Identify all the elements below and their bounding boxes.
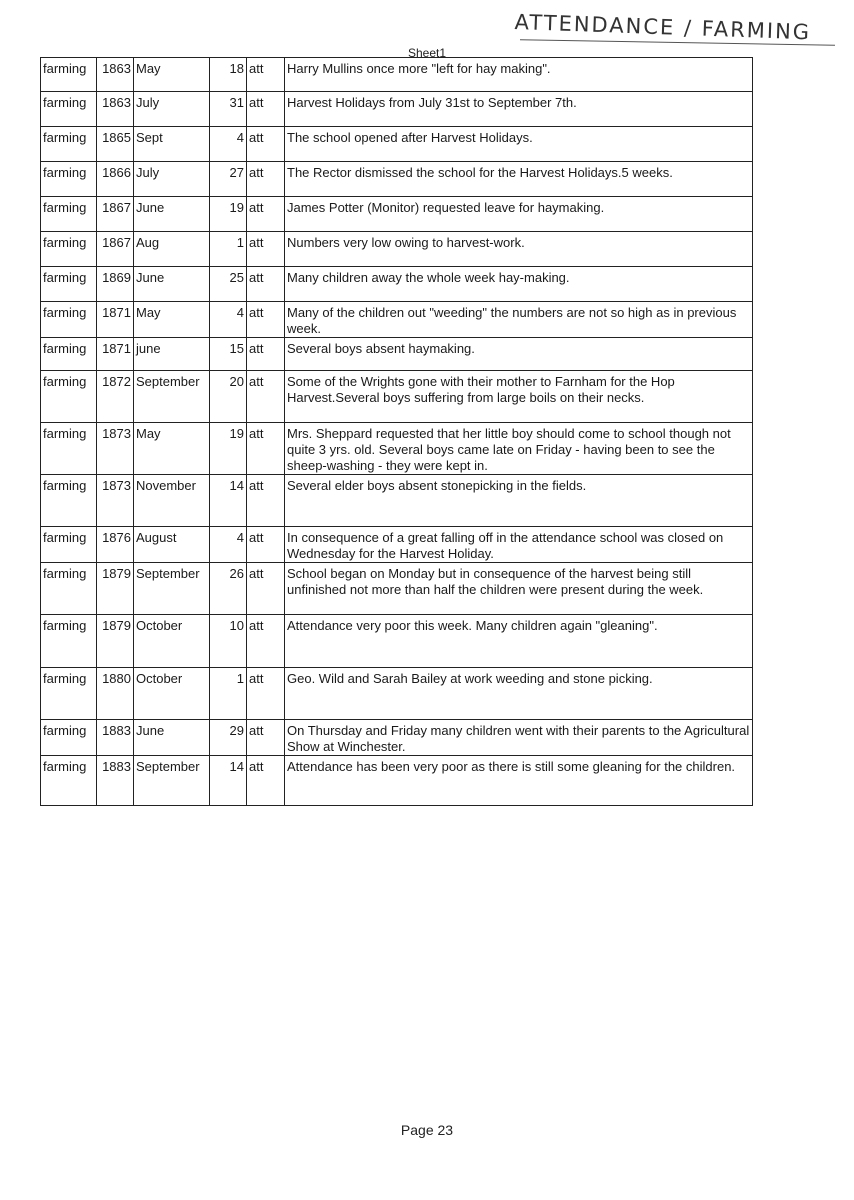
table-row xyxy=(41,338,753,371)
entry-note: Attendance very poor this week. Many children again "gleaning". xyxy=(285,615,753,668)
entry-note: Many children away the whole week hay-making. xyxy=(285,267,753,302)
entry-month: June xyxy=(134,267,210,302)
table-row xyxy=(41,232,753,267)
entry-year: 1872 xyxy=(97,371,134,423)
entry-month: June xyxy=(134,197,210,232)
entry-year: 1880 xyxy=(97,668,134,720)
entry-category: farming xyxy=(41,58,97,92)
entry-day: 20 xyxy=(210,371,247,423)
table-row xyxy=(41,720,753,756)
entry-day: 27 xyxy=(210,162,247,197)
entry-type: att xyxy=(247,58,285,92)
entry-type: att xyxy=(247,162,285,197)
entry-month: September xyxy=(134,756,210,806)
page-number: Page 23 xyxy=(400,1122,454,1138)
entry-year: 1865 xyxy=(97,127,134,162)
entry-day: 26 xyxy=(210,563,247,615)
entry-type: att xyxy=(247,302,285,338)
entry-category: farming xyxy=(41,371,97,423)
entry-year: 1863 xyxy=(97,92,134,127)
entry-category: farming xyxy=(41,423,97,475)
entry-type: att xyxy=(247,267,285,302)
table-row xyxy=(41,127,753,162)
entry-day: 4 xyxy=(210,527,247,563)
entry-month: October xyxy=(134,668,210,720)
entry-year: 1883 xyxy=(97,720,134,756)
table-row xyxy=(41,267,753,302)
entry-year: 1873 xyxy=(97,423,134,475)
entry-month: September xyxy=(134,563,210,615)
entry-day: 25 xyxy=(210,267,247,302)
entry-year: 1879 xyxy=(97,563,134,615)
entry-category: farming xyxy=(41,527,97,563)
entry-year: 1871 xyxy=(97,302,134,338)
entry-month: june xyxy=(134,338,210,371)
entry-type: att xyxy=(247,615,285,668)
entry-category: farming xyxy=(41,756,97,806)
sheet-title: Sheet1 xyxy=(408,46,447,60)
entry-day: 29 xyxy=(210,720,247,756)
entry-year: 1866 xyxy=(97,162,134,197)
table-row xyxy=(41,563,753,615)
entry-category: farming xyxy=(41,267,97,302)
entry-category: farming xyxy=(41,615,97,668)
handwritten-annotation: ATTENDANCE / FARMING xyxy=(514,10,812,45)
entry-month: May xyxy=(134,302,210,338)
entry-year: 1871 xyxy=(97,338,134,371)
table-row xyxy=(41,58,753,92)
entry-month: July xyxy=(134,162,210,197)
entry-category: farming xyxy=(41,668,97,720)
entry-month: Aug xyxy=(134,232,210,267)
table-row xyxy=(41,756,753,806)
entry-note: Mrs. Sheppard requested that her little boy should come to school though not quite 3 yrs. old. Several boys came late on Friday - having been to see the sheep-washing - they were kept in. xyxy=(285,423,753,475)
entry-type: att xyxy=(247,423,285,475)
entry-note: School began on Monday but in consequence of the harvest being still unfinished not more than half the children were present during the week. xyxy=(285,563,753,615)
entry-month: October xyxy=(134,615,210,668)
entry-month: August xyxy=(134,527,210,563)
entry-note: Geo. Wild and Sarah Bailey at work weeding and stone picking. xyxy=(285,668,753,720)
entry-type: att xyxy=(247,338,285,371)
entry-type: att xyxy=(247,720,285,756)
entry-note: Many of the children out "weeding" the numbers are not so high as in previous week. xyxy=(285,302,753,338)
entry-month: July xyxy=(134,92,210,127)
entry-type: att xyxy=(247,527,285,563)
entry-note: James Potter (Monitor) requested leave for haymaking. xyxy=(285,197,753,232)
entry-note: Harry Mullins once more "left for hay making". xyxy=(285,58,753,92)
entry-type: att xyxy=(247,668,285,720)
entry-day: 1 xyxy=(210,232,247,267)
table-row xyxy=(41,527,753,563)
entry-day: 4 xyxy=(210,302,247,338)
log-table xyxy=(40,57,753,806)
entry-note: Attendance has been very poor as there is still some gleaning for the children. xyxy=(285,756,753,806)
entry-month: May xyxy=(134,423,210,475)
entry-year: 1863 xyxy=(97,58,134,92)
table-row xyxy=(41,475,753,527)
entry-category: farming xyxy=(41,720,97,756)
entry-note: Numbers very low owing to harvest-work. xyxy=(285,232,753,267)
entry-day: 15 xyxy=(210,338,247,371)
entry-type: att xyxy=(247,127,285,162)
entry-year: 1873 xyxy=(97,475,134,527)
entry-type: att xyxy=(247,197,285,232)
entry-year: 1869 xyxy=(97,267,134,302)
entry-year: 1879 xyxy=(97,615,134,668)
entry-note: Several boys absent haymaking. xyxy=(285,338,753,371)
entry-month: Sept xyxy=(134,127,210,162)
entry-month: June xyxy=(134,720,210,756)
entry-day: 19 xyxy=(210,197,247,232)
entry-day: 19 xyxy=(210,423,247,475)
entry-category: farming xyxy=(41,127,97,162)
table-row xyxy=(41,615,753,668)
entry-day: 14 xyxy=(210,756,247,806)
entry-category: farming xyxy=(41,302,97,338)
entry-day: 31 xyxy=(210,92,247,127)
table-row xyxy=(41,162,753,197)
entry-month: November xyxy=(134,475,210,527)
entry-note: The Rector dismissed the school for the Harvest Holidays.5 weeks. xyxy=(285,162,753,197)
entry-type: att xyxy=(247,371,285,423)
entry-type: att xyxy=(247,563,285,615)
entry-type: att xyxy=(247,92,285,127)
entry-category: farming xyxy=(41,338,97,371)
entry-note: Several elder boys absent stonepicking in the fields. xyxy=(285,475,753,527)
table-row xyxy=(41,668,753,720)
entry-day: 4 xyxy=(210,127,247,162)
table-row xyxy=(41,92,753,127)
entry-note: Harvest Holidays from July 31st to September 7th. xyxy=(285,92,753,127)
table-row xyxy=(41,423,753,475)
entry-category: farming xyxy=(41,162,97,197)
entry-year: 1883 xyxy=(97,756,134,806)
log-table-body xyxy=(41,58,753,806)
entry-category: farming xyxy=(41,92,97,127)
entry-month: May xyxy=(134,58,210,92)
entry-note: In consequence of a great falling off in the attendance school was closed on Wednesday for the Harvest Holiday. xyxy=(285,527,753,563)
table-row xyxy=(41,197,753,232)
entry-note: The school opened after Harvest Holidays. xyxy=(285,127,753,162)
entry-day: 14 xyxy=(210,475,247,527)
entry-note: On Thursday and Friday many children went with their parents to the Agricultural Show at Winchester. xyxy=(285,720,753,756)
entry-month: September xyxy=(134,371,210,423)
entry-type: att xyxy=(247,475,285,527)
table-row xyxy=(41,302,753,338)
entry-year: 1867 xyxy=(97,232,134,267)
table-row xyxy=(41,371,753,423)
entry-category: farming xyxy=(41,475,97,527)
entry-category: farming xyxy=(41,563,97,615)
entry-year: 1867 xyxy=(97,197,134,232)
entry-category: farming xyxy=(41,232,97,267)
entry-day: 18 xyxy=(210,58,247,92)
entry-type: att xyxy=(247,756,285,806)
entry-day: 1 xyxy=(210,668,247,720)
entry-category: farming xyxy=(41,197,97,232)
entry-type: att xyxy=(247,232,285,267)
entry-note: Some of the Wrights gone with their mother to Farnham for the Hop Harvest.Several boys suffering from large boils on their necks. xyxy=(285,371,753,423)
entry-day: 10 xyxy=(210,615,247,668)
entry-year: 1876 xyxy=(97,527,134,563)
